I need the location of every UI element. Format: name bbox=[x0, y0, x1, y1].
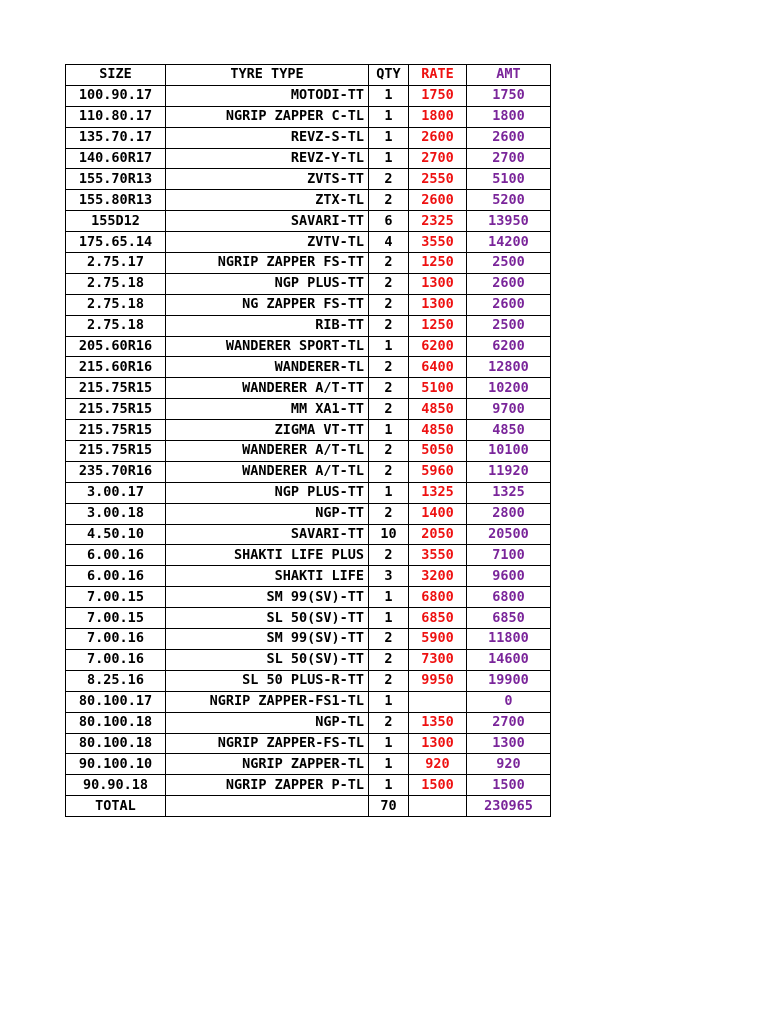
table-row bbox=[66, 441, 551, 462]
cell-rate: 2600 bbox=[409, 190, 467, 211]
table-row bbox=[66, 733, 551, 754]
cell-qty: 2 bbox=[369, 629, 409, 650]
cell-rate: 1350 bbox=[409, 712, 467, 733]
cell-qty: 1 bbox=[369, 733, 409, 754]
cell-qty: 1 bbox=[369, 608, 409, 629]
cell-size: 90.100.10 bbox=[66, 754, 166, 775]
cell-amt: 6200 bbox=[467, 336, 551, 357]
cell-qty: 2 bbox=[369, 670, 409, 691]
cell-rate: 5050 bbox=[409, 441, 467, 462]
table-row bbox=[66, 608, 551, 629]
cell-qty: 2 bbox=[369, 649, 409, 670]
cell-size: 7.00.15 bbox=[66, 587, 166, 608]
table-body bbox=[66, 85, 551, 795]
cell-rate: 3550 bbox=[409, 232, 467, 253]
cell-rate: 2600 bbox=[409, 127, 467, 148]
cell-tyre-type: SM 99(SV)-TT bbox=[166, 629, 369, 650]
cell-qty: 1 bbox=[369, 85, 409, 106]
cell-amt: 14200 bbox=[467, 232, 551, 253]
cell-tyre-type: WANDERER A/T-TL bbox=[166, 461, 369, 482]
tyre-price-table bbox=[65, 64, 551, 817]
table-row bbox=[66, 566, 551, 587]
cell-qty: 1 bbox=[369, 587, 409, 608]
cell-tyre-type: MOTODI-TT bbox=[166, 85, 369, 106]
header-row bbox=[66, 65, 551, 86]
cell-rate: 1250 bbox=[409, 315, 467, 336]
cell-qty: 2 bbox=[369, 294, 409, 315]
total-rate bbox=[409, 796, 467, 817]
cell-tyre-type: NGP PLUS-TT bbox=[166, 482, 369, 503]
cell-amt: 2600 bbox=[467, 127, 551, 148]
table-row bbox=[66, 545, 551, 566]
header-rate: RATE bbox=[409, 65, 467, 86]
cell-rate: 4850 bbox=[409, 399, 467, 420]
table-row bbox=[66, 294, 551, 315]
cell-amt: 12800 bbox=[467, 357, 551, 378]
cell-size: 110.80.17 bbox=[66, 106, 166, 127]
cell-qty: 2 bbox=[369, 169, 409, 190]
cell-size: 6.00.16 bbox=[66, 566, 166, 587]
cell-size: 235.70R16 bbox=[66, 461, 166, 482]
cell-tyre-type: NGP-TL bbox=[166, 712, 369, 733]
cell-size: 155D12 bbox=[66, 211, 166, 232]
cell-amt: 1800 bbox=[467, 106, 551, 127]
cell-size: 2.75.18 bbox=[66, 294, 166, 315]
table-row bbox=[66, 775, 551, 796]
cell-qty: 1 bbox=[369, 482, 409, 503]
cell-size: 155.80R13 bbox=[66, 190, 166, 211]
cell-rate: 1300 bbox=[409, 733, 467, 754]
cell-rate: 1800 bbox=[409, 106, 467, 127]
table-row bbox=[66, 315, 551, 336]
cell-tyre-type: ZVTS-TT bbox=[166, 169, 369, 190]
cell-size: 100.90.17 bbox=[66, 85, 166, 106]
cell-amt: 13950 bbox=[467, 211, 551, 232]
cell-amt: 19900 bbox=[467, 670, 551, 691]
header-qty: QTY bbox=[369, 65, 409, 86]
cell-qty: 2 bbox=[369, 315, 409, 336]
cell-tyre-type: REVZ-Y-TL bbox=[166, 148, 369, 169]
cell-tyre-type: ZIGMA VT-TT bbox=[166, 420, 369, 441]
cell-rate: 1400 bbox=[409, 503, 467, 524]
cell-qty: 2 bbox=[369, 357, 409, 378]
table-row bbox=[66, 253, 551, 274]
table-row bbox=[66, 127, 551, 148]
cell-amt: 11920 bbox=[467, 461, 551, 482]
cell-amt: 1750 bbox=[467, 85, 551, 106]
cell-qty: 2 bbox=[369, 503, 409, 524]
cell-tyre-type: ZVTV-TL bbox=[166, 232, 369, 253]
cell-amt: 2800 bbox=[467, 503, 551, 524]
table-row bbox=[66, 587, 551, 608]
cell-amt: 2600 bbox=[467, 294, 551, 315]
cell-amt: 11800 bbox=[467, 629, 551, 650]
cell-rate: 2700 bbox=[409, 148, 467, 169]
cell-size: 135.70.17 bbox=[66, 127, 166, 148]
cell-amt: 1325 bbox=[467, 482, 551, 503]
cell-tyre-type: RIB-TT bbox=[166, 315, 369, 336]
cell-size: 80.100.18 bbox=[66, 712, 166, 733]
cell-tyre-type: SL 50(SV)-TT bbox=[166, 649, 369, 670]
cell-rate: 6400 bbox=[409, 357, 467, 378]
total-amt: 230965 bbox=[467, 796, 551, 817]
cell-rate: 9950 bbox=[409, 670, 467, 691]
cell-amt: 2700 bbox=[467, 712, 551, 733]
cell-qty: 2 bbox=[369, 378, 409, 399]
cell-amt: 9700 bbox=[467, 399, 551, 420]
table-row bbox=[66, 85, 551, 106]
cell-qty: 2 bbox=[369, 441, 409, 462]
cell-tyre-type: NGRIP ZAPPER C-TL bbox=[166, 106, 369, 127]
table-row bbox=[66, 691, 551, 712]
cell-rate: 2050 bbox=[409, 524, 467, 545]
table-row bbox=[66, 754, 551, 775]
cell-qty: 1 bbox=[369, 106, 409, 127]
table-row bbox=[66, 378, 551, 399]
cell-tyre-type: WANDERER A/T-TL bbox=[166, 441, 369, 462]
cell-qty: 2 bbox=[369, 399, 409, 420]
cell-qty: 2 bbox=[369, 461, 409, 482]
cell-amt: 14600 bbox=[467, 649, 551, 670]
table-row bbox=[66, 712, 551, 733]
cell-tyre-type: NGRIP ZAPPER FS-TT bbox=[166, 253, 369, 274]
cell-rate: 1300 bbox=[409, 273, 467, 294]
cell-size: 215.75R15 bbox=[66, 378, 166, 399]
cell-qty: 1 bbox=[369, 691, 409, 712]
total-label: TOTAL bbox=[66, 796, 166, 817]
cell-amt: 2700 bbox=[467, 148, 551, 169]
cell-tyre-type: SL 50 PLUS-R-TT bbox=[166, 670, 369, 691]
cell-tyre-type: WANDERER-TL bbox=[166, 357, 369, 378]
cell-size: 175.65.14 bbox=[66, 232, 166, 253]
cell-rate: 1250 bbox=[409, 253, 467, 274]
cell-rate: 5900 bbox=[409, 629, 467, 650]
cell-tyre-type: SAVARI-TT bbox=[166, 524, 369, 545]
cell-size: 215.75R15 bbox=[66, 441, 166, 462]
cell-amt: 4850 bbox=[467, 420, 551, 441]
cell-size: 8.25.16 bbox=[66, 670, 166, 691]
cell-amt: 6800 bbox=[467, 587, 551, 608]
cell-qty: 1 bbox=[369, 148, 409, 169]
cell-size: 6.00.16 bbox=[66, 545, 166, 566]
cell-tyre-type: NGP-TT bbox=[166, 503, 369, 524]
cell-tyre-type: SAVARI-TT bbox=[166, 211, 369, 232]
cell-qty: 1 bbox=[369, 336, 409, 357]
header-size: SIZE bbox=[66, 65, 166, 86]
cell-amt: 6850 bbox=[467, 608, 551, 629]
cell-size: 215.60R16 bbox=[66, 357, 166, 378]
cell-rate: 6850 bbox=[409, 608, 467, 629]
cell-size: 2.75.18 bbox=[66, 273, 166, 294]
table-row bbox=[66, 420, 551, 441]
table-row bbox=[66, 357, 551, 378]
table-row bbox=[66, 232, 551, 253]
table-row bbox=[66, 482, 551, 503]
cell-amt: 20500 bbox=[467, 524, 551, 545]
cell-amt: 1300 bbox=[467, 733, 551, 754]
cell-rate: 1325 bbox=[409, 482, 467, 503]
cell-size: 90.90.18 bbox=[66, 775, 166, 796]
cell-tyre-type: ZTX-TL bbox=[166, 190, 369, 211]
cell-size: 80.100.17 bbox=[66, 691, 166, 712]
cell-amt: 2500 bbox=[467, 253, 551, 274]
cell-amt: 1500 bbox=[467, 775, 551, 796]
cell-tyre-type: SL 50(SV)-TT bbox=[166, 608, 369, 629]
total-qty: 70 bbox=[369, 796, 409, 817]
cell-rate: 5960 bbox=[409, 461, 467, 482]
cell-rate: 1500 bbox=[409, 775, 467, 796]
cell-qty: 2 bbox=[369, 545, 409, 566]
cell-size: 4.50.10 bbox=[66, 524, 166, 545]
cell-amt: 9600 bbox=[467, 566, 551, 587]
table-row bbox=[66, 503, 551, 524]
cell-tyre-type: SHAKTI LIFE bbox=[166, 566, 369, 587]
cell-size: 155.70R13 bbox=[66, 169, 166, 190]
cell-rate: 6800 bbox=[409, 587, 467, 608]
header-amt: AMT bbox=[467, 65, 551, 86]
table-row bbox=[66, 106, 551, 127]
cell-amt: 0 bbox=[467, 691, 551, 712]
cell-size: 140.60R17 bbox=[66, 148, 166, 169]
cell-tyre-type: SHAKTI LIFE PLUS bbox=[166, 545, 369, 566]
cell-size: 2.75.17 bbox=[66, 253, 166, 274]
cell-tyre-type: NG ZAPPER FS-TT bbox=[166, 294, 369, 315]
cell-qty: 10 bbox=[369, 524, 409, 545]
cell-tyre-type: SM 99(SV)-TT bbox=[166, 587, 369, 608]
table-row bbox=[66, 336, 551, 357]
cell-qty: 1 bbox=[369, 775, 409, 796]
table-row bbox=[66, 273, 551, 294]
cell-amt: 10100 bbox=[467, 441, 551, 462]
cell-qty: 2 bbox=[369, 712, 409, 733]
cell-rate: 7300 bbox=[409, 649, 467, 670]
cell-size: 2.75.18 bbox=[66, 315, 166, 336]
header-tyre-type: TYRE TYPE bbox=[166, 65, 369, 86]
table-row bbox=[66, 148, 551, 169]
cell-amt: 5200 bbox=[467, 190, 551, 211]
cell-size: 7.00.16 bbox=[66, 629, 166, 650]
cell-size: 215.75R15 bbox=[66, 420, 166, 441]
cell-rate: 2550 bbox=[409, 169, 467, 190]
cell-tyre-type: NGRIP ZAPPER-FS1-TL bbox=[166, 691, 369, 712]
cell-rate: 1750 bbox=[409, 85, 467, 106]
cell-size: 7.00.15 bbox=[66, 608, 166, 629]
cell-tyre-type: REVZ-S-TL bbox=[166, 127, 369, 148]
cell-rate bbox=[409, 691, 467, 712]
table-row bbox=[66, 169, 551, 190]
cell-tyre-type: NGRIP ZAPPER-TL bbox=[166, 754, 369, 775]
cell-size: 215.75R15 bbox=[66, 399, 166, 420]
cell-amt: 7100 bbox=[467, 545, 551, 566]
table-row bbox=[66, 190, 551, 211]
cell-qty: 1 bbox=[369, 754, 409, 775]
cell-qty: 6 bbox=[369, 211, 409, 232]
table-row bbox=[66, 211, 551, 232]
cell-tyre-type: NGRIP ZAPPER P-TL bbox=[166, 775, 369, 796]
table-row bbox=[66, 649, 551, 670]
cell-size: 3.00.18 bbox=[66, 503, 166, 524]
total-row bbox=[66, 796, 551, 817]
cell-rate: 1300 bbox=[409, 294, 467, 315]
cell-qty: 1 bbox=[369, 127, 409, 148]
cell-qty: 2 bbox=[369, 190, 409, 211]
cell-rate: 3200 bbox=[409, 566, 467, 587]
cell-tyre-type: NGRIP ZAPPER-FS-TL bbox=[166, 733, 369, 754]
cell-qty: 2 bbox=[369, 253, 409, 274]
cell-size: 205.60R16 bbox=[66, 336, 166, 357]
total-type bbox=[166, 796, 369, 817]
cell-qty: 2 bbox=[369, 273, 409, 294]
table-row bbox=[66, 461, 551, 482]
cell-qty: 1 bbox=[369, 420, 409, 441]
cell-rate: 6200 bbox=[409, 336, 467, 357]
cell-rate: 5100 bbox=[409, 378, 467, 399]
cell-rate: 3550 bbox=[409, 545, 467, 566]
cell-size: 80.100.18 bbox=[66, 733, 166, 754]
cell-amt: 920 bbox=[467, 754, 551, 775]
cell-amt: 5100 bbox=[467, 169, 551, 190]
cell-tyre-type: MM XA1-TT bbox=[166, 399, 369, 420]
cell-tyre-type: NGP PLUS-TT bbox=[166, 273, 369, 294]
cell-rate: 920 bbox=[409, 754, 467, 775]
cell-amt: 2600 bbox=[467, 273, 551, 294]
cell-size: 7.00.16 bbox=[66, 649, 166, 670]
table-row bbox=[66, 399, 551, 420]
cell-amt: 10200 bbox=[467, 378, 551, 399]
cell-tyre-type: WANDERER SPORT-TL bbox=[166, 336, 369, 357]
cell-qty: 3 bbox=[369, 566, 409, 587]
cell-size: 3.00.17 bbox=[66, 482, 166, 503]
cell-qty: 4 bbox=[369, 232, 409, 253]
table-row bbox=[66, 670, 551, 691]
cell-amt: 2500 bbox=[467, 315, 551, 336]
cell-rate: 4850 bbox=[409, 420, 467, 441]
table-row bbox=[66, 524, 551, 545]
cell-tyre-type: WANDERER A/T-TT bbox=[166, 378, 369, 399]
table-row bbox=[66, 629, 551, 650]
cell-rate: 2325 bbox=[409, 211, 467, 232]
